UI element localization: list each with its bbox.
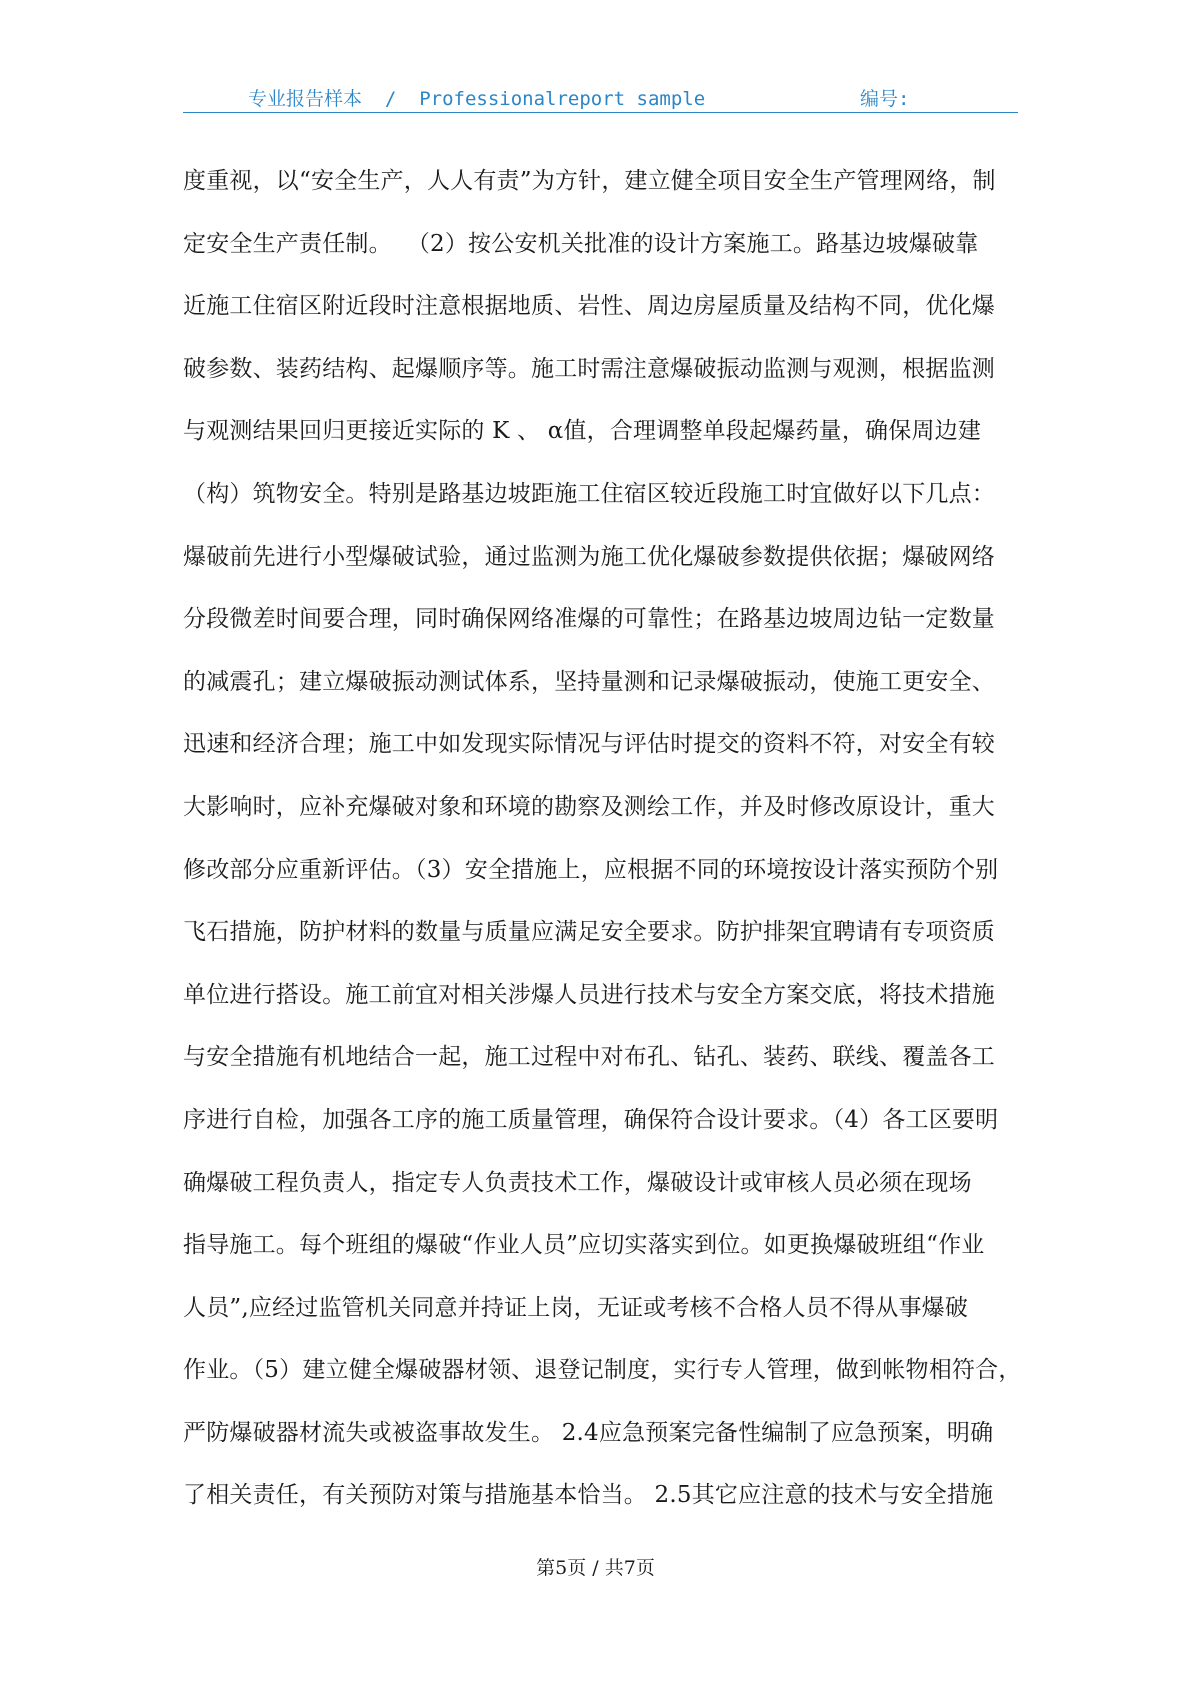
page-header (183, 86, 1018, 113)
body-line: 与观测结果回归更接近实际的 K 、 α值，合理调整单段起爆药量，确保周边建 (183, 418, 982, 445)
body-line: 严防爆破器材流失或被盗事故发生。 2.4应急预案完备性编制了应急预案，明确 (183, 1419, 994, 1446)
body-line: 破参数、装药结构、起爆顺序等。施工时需注意爆破振动监测与观测，根据监测 (183, 355, 995, 382)
body-line: 序进行自检，加强各工序的施工质量管理，确保符合设计要求。（4）各工区要明 (183, 1106, 999, 1133)
body-line: 单位进行搭设。施工前宜对相关涉爆人员进行技术与安全方案交底，将技术措施 (183, 981, 995, 1008)
body-line: 人员”,应经过监管机关同意并持证上岗，无证或考核不合格人员不得从事爆破 (183, 1294, 969, 1321)
body-line: 作业。（5）建立健全爆破器材领、退登记制度，实行专人管理，做到帐物相符合， (183, 1357, 1022, 1384)
body-line: （构）筑物安全。特别是路基边坡距施工住宿区较近段施工时宜做好以下几点： (183, 480, 995, 507)
body-line: 的减震孔；建立爆破振动测试体系，坚持量测和记录爆破振动，使施工更安全、 (183, 668, 995, 695)
body-line: 确爆破工程负责人，指定专人负责技术工作，爆破设计或审核人员必须在现场 (183, 1169, 972, 1196)
header-number-label: 编号: (860, 88, 910, 110)
document-body (183, 150, 1023, 1527)
body-line: 近施工住宿区附近段时注意根据地质、岩性、周边房屋质量及结构不同，优化爆 (183, 293, 995, 320)
body-line: 与安全措施有机地结合一起，施工过程中对布孔、钻孔、装药、联线、覆盖各工 (183, 1044, 995, 1071)
body-line: 定安全生产责任制。 （2）按公安机关批准的设计方案施工。路基边坡爆破靠 (183, 230, 979, 257)
body-line: 迅速和经济合理；施工中如发现实际情况与评估时提交的资料不符，对安全有较 (183, 731, 995, 758)
body-line: 指导施工。每个班组的爆破“作业人员”应切实落实到位。如更换爆破班组“作业 (183, 1232, 985, 1259)
body-line: 了相关责任，有关预防对策与措施基本恰当。 2.5其它应注意的技术与安全措施 (183, 1482, 994, 1509)
body-line: 飞石措施，防护材料的数量与质量应满足安全要求。防护排架宜聘请有专项资质 (183, 919, 995, 946)
body-line: 修改部分应重新评估。（3）安全措施上，应根据不同的环境按设计落实预防个别 (183, 856, 999, 883)
page-footer: 第5页 / 共7页 (536, 1557, 655, 1579)
body-line: 大影响时，应补充爆破对象和环境的勘察及测绘工作，并及时修改原设计，重大 (183, 793, 995, 820)
body-line: 分段微差时间要合理，同时确保网络准爆的可靠性；在路基边坡周边钻一定数量 (183, 606, 995, 633)
body-line: 爆破前先进行小型爆破试验，通过监测为施工优化爆破参数提供依据；爆破网络 (183, 543, 995, 570)
body-line: 度重视，以“安全生产，人人有责”为方针，建立健全项目安全生产管理网络，制 (183, 168, 996, 194)
header-title: 专业报告样本 / Professionalreport sample (248, 88, 706, 110)
